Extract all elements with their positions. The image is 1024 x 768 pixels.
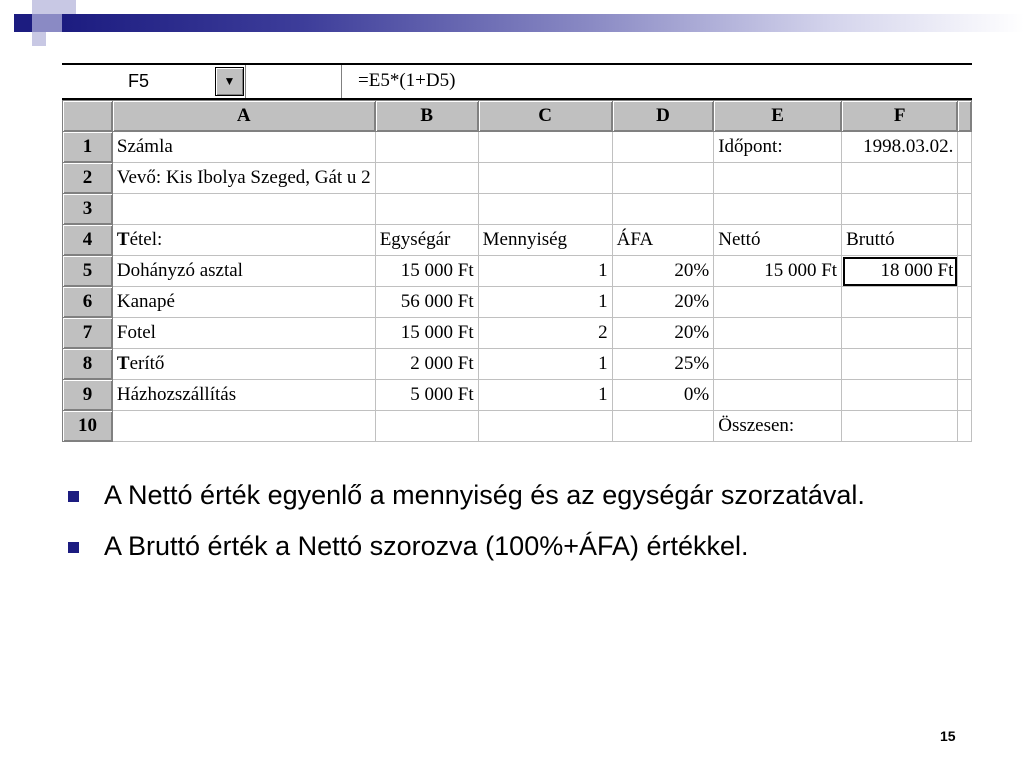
cell-a3[interactable] bbox=[112, 194, 375, 225]
row-header[interactable]: 6 bbox=[63, 287, 113, 318]
row-header[interactable]: 8 bbox=[63, 349, 113, 380]
table-row bbox=[63, 132, 972, 163]
cell-d8[interactable]: 25% bbox=[612, 349, 714, 380]
cell-a1[interactable]: Számla bbox=[112, 132, 375, 163]
cell-g3[interactable] bbox=[958, 194, 972, 225]
cell-c4[interactable]: Mennyiség bbox=[478, 225, 612, 256]
cell-a2[interactable]: Vevő: Kis Ibolya Szeged, Gát u 2 bbox=[112, 163, 375, 194]
cell-e4[interactable]: Nettó bbox=[714, 225, 842, 256]
cell-f7[interactable] bbox=[842, 318, 958, 349]
cell-c10[interactable] bbox=[478, 411, 612, 442]
cell-a7[interactable]: Fotel bbox=[112, 318, 375, 349]
row-header[interactable]: 9 bbox=[63, 380, 113, 411]
cell-d7[interactable]: 20% bbox=[612, 318, 714, 349]
column-header[interactable]: D bbox=[612, 101, 714, 132]
cell-f4[interactable]: Bruttó bbox=[842, 225, 958, 256]
cell-g6[interactable] bbox=[958, 287, 972, 318]
decor-square bbox=[32, 14, 62, 32]
cell-b7[interactable]: 15 000 Ft bbox=[375, 318, 478, 349]
cell-c3[interactable] bbox=[478, 194, 612, 225]
cell-f6[interactable] bbox=[842, 287, 958, 318]
column-header[interactable]: F bbox=[842, 101, 958, 132]
bullet-text: A Bruttó érték a Nettó szorozva (100%+ÁFA) értékkel. bbox=[104, 531, 749, 561]
cell-a10[interactable] bbox=[112, 411, 375, 442]
cell-e2[interactable] bbox=[714, 163, 842, 194]
cell-g5[interactable] bbox=[958, 256, 972, 287]
cell-b6[interactable]: 56 000 Ft bbox=[375, 287, 478, 318]
cell-grid bbox=[62, 100, 972, 442]
cell-g2[interactable] bbox=[958, 163, 972, 194]
name-box[interactable] bbox=[62, 65, 246, 98]
cell-a9[interactable]: Házhozszállítás bbox=[112, 380, 375, 411]
row-header[interactable]: 3 bbox=[63, 194, 113, 225]
cell-b3[interactable] bbox=[375, 194, 478, 225]
cell-c2[interactable] bbox=[478, 163, 612, 194]
cell-d2[interactable] bbox=[612, 163, 714, 194]
name-box-value: F5 bbox=[128, 71, 150, 91]
column-header[interactable]: A bbox=[112, 101, 375, 132]
bullet-square-icon bbox=[68, 542, 79, 553]
cell-c7[interactable]: 2 bbox=[478, 318, 612, 349]
column-header[interactable]: E bbox=[714, 101, 842, 132]
cell-d1[interactable] bbox=[612, 132, 714, 163]
cell-e6[interactable] bbox=[714, 287, 842, 318]
table-row bbox=[63, 349, 972, 380]
bullet-square-icon bbox=[68, 491, 79, 502]
cell-g10[interactable] bbox=[958, 411, 972, 442]
cell-f5[interactable]: 18 000 Ft bbox=[842, 256, 958, 287]
table-row bbox=[63, 225, 972, 256]
cell-g7[interactable] bbox=[958, 318, 972, 349]
formula-bar bbox=[62, 63, 972, 100]
cell-d5[interactable]: 20% bbox=[612, 256, 714, 287]
cell-c9[interactable]: 1 bbox=[478, 380, 612, 411]
cell-e7[interactable] bbox=[714, 318, 842, 349]
cell-a4[interactable]: Tétel: bbox=[112, 225, 375, 256]
decor-square bbox=[14, 14, 32, 32]
title-gradient-bar bbox=[62, 14, 1024, 32]
decor-square bbox=[62, 0, 76, 14]
cell-f2[interactable] bbox=[842, 163, 958, 194]
cell-b2[interactable] bbox=[375, 163, 478, 194]
cell-d3[interactable] bbox=[612, 194, 714, 225]
cell-b1[interactable] bbox=[375, 132, 478, 163]
cell-d4[interactable]: ÁFA bbox=[612, 225, 714, 256]
table-row bbox=[63, 411, 972, 442]
table-row bbox=[63, 318, 972, 349]
cell-b10[interactable] bbox=[375, 411, 478, 442]
decor-square bbox=[32, 32, 46, 46]
cell-c5[interactable]: 1 bbox=[478, 256, 612, 287]
cell-d10[interactable] bbox=[612, 411, 714, 442]
formula-bar-spacer bbox=[246, 65, 342, 98]
row-header[interactable]: 4 bbox=[63, 225, 113, 256]
cell-f8[interactable] bbox=[842, 349, 958, 380]
column-header[interactable]: B bbox=[375, 101, 478, 132]
page-number: 15 bbox=[940, 728, 956, 744]
cell-d9[interactable]: 0% bbox=[612, 380, 714, 411]
table-row bbox=[63, 256, 972, 287]
row-header[interactable]: 7 bbox=[63, 318, 113, 349]
bullet-text: A Nettó érték egyenlő a mennyiség és az egységár szorzatával. bbox=[104, 480, 865, 510]
cell-c8[interactable]: 1 bbox=[478, 349, 612, 380]
cell-b9[interactable]: 5 000 Ft bbox=[375, 380, 478, 411]
cell-d6[interactable]: 20% bbox=[612, 287, 714, 318]
cell-e9[interactable] bbox=[714, 380, 842, 411]
cell-g1[interactable] bbox=[958, 132, 972, 163]
cell-e1[interactable]: Időpont: bbox=[714, 132, 842, 163]
cell-a5[interactable]: Dohányzó asztal bbox=[112, 256, 375, 287]
column-header[interactable]: C bbox=[478, 101, 612, 132]
row-header[interactable]: 10 bbox=[63, 411, 113, 442]
cell-e10[interactable]: Összesen: bbox=[714, 411, 842, 442]
cell-g8[interactable] bbox=[958, 349, 972, 380]
row-header[interactable]: 2 bbox=[63, 163, 113, 194]
formula-input[interactable]: =E5*(1+D5) bbox=[358, 70, 456, 91]
column-header[interactable] bbox=[958, 101, 972, 132]
cell-e5[interactable]: 15 000 Ft bbox=[714, 256, 842, 287]
list-item bbox=[68, 478, 968, 513]
cell-g9[interactable] bbox=[958, 380, 972, 411]
cell-g4[interactable] bbox=[958, 225, 972, 256]
cell-f3[interactable] bbox=[842, 194, 958, 225]
cell-a6[interactable]: Kanapé bbox=[112, 287, 375, 318]
cell-e3[interactable] bbox=[714, 194, 842, 225]
decor-square bbox=[14, 32, 32, 46]
cell-e8[interactable] bbox=[714, 349, 842, 380]
cell-b8[interactable]: 2 000 Ft bbox=[375, 349, 478, 380]
cell-f9[interactable] bbox=[842, 380, 958, 411]
cell-c6[interactable]: 1 bbox=[478, 287, 612, 318]
cell-a8[interactable]: Terítő bbox=[112, 349, 375, 380]
cell-b4[interactable]: Egységár bbox=[375, 225, 478, 256]
cell-f1[interactable]: 1998.03.02. bbox=[842, 132, 958, 163]
cell-c1[interactable] bbox=[478, 132, 612, 163]
list-item bbox=[68, 529, 968, 564]
spreadsheet bbox=[62, 63, 972, 467]
table-row bbox=[63, 380, 972, 411]
chevron-down-icon[interactable]: ▼ bbox=[215, 67, 244, 96]
table-row bbox=[63, 163, 972, 194]
row-header[interactable]: 5 bbox=[63, 256, 113, 287]
bullet-list bbox=[68, 478, 968, 580]
decor-square bbox=[32, 0, 62, 14]
select-all-corner[interactable] bbox=[63, 101, 113, 132]
table-row bbox=[63, 194, 972, 225]
row-header[interactable]: 1 bbox=[63, 132, 113, 163]
table-row bbox=[63, 287, 972, 318]
cell-b5[interactable]: 15 000 Ft bbox=[375, 256, 478, 287]
cell-f10[interactable] bbox=[842, 411, 958, 442]
